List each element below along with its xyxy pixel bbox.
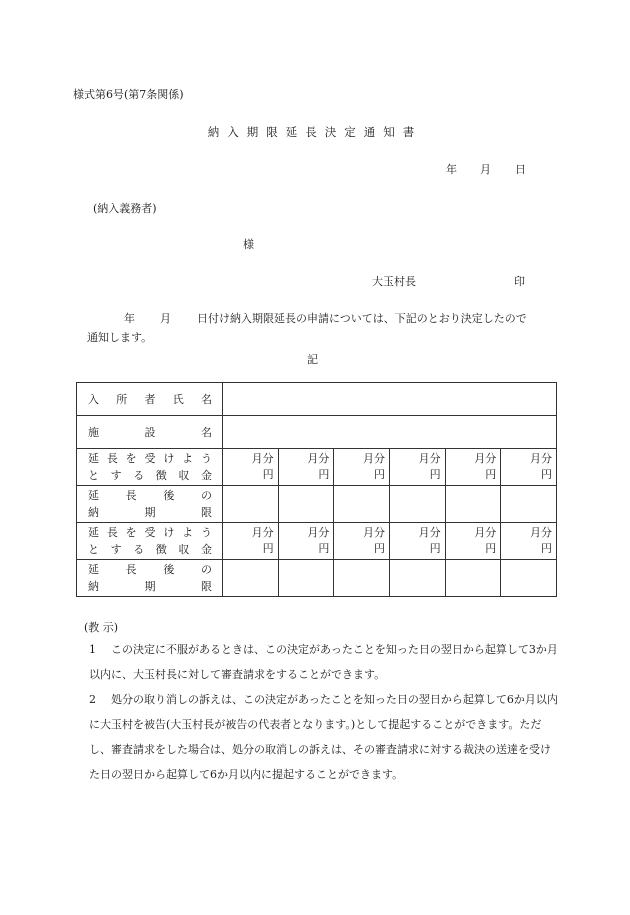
deadline-cell[interactable] [389,486,445,523]
label-char: る [133,543,145,556]
amount-cell[interactable] [501,449,557,486]
amount-cell[interactable] [278,449,334,486]
issuer-name: 大玉村長 [372,275,416,288]
amount-cell[interactable] [223,523,279,560]
label-char: 金 [200,469,212,482]
label-char: す [110,543,122,556]
note-number: 1 [89,643,96,656]
value-cell[interactable] [223,383,557,416]
yen-unit: 円 [262,468,274,481]
label-line [77,524,222,541]
yen-unit: 円 [262,542,274,555]
label-line [77,391,222,408]
label-char: を [125,526,137,539]
label-char: 延 [88,563,99,576]
label-line [77,504,222,521]
label-line [77,424,222,441]
label-line [77,578,222,595]
amount-cell[interactable] [501,523,557,560]
label-char: 氏 [172,392,184,406]
table-row [77,449,557,486]
label-char: よ [182,526,194,539]
date-year: 年 [446,163,457,176]
label-char: 限 [201,506,212,519]
amount-cell[interactable] [223,449,279,486]
month-portion: 月分 [418,452,441,465]
label-char: 徴 [155,469,167,482]
label-char: 期 [144,580,156,593]
label-char: る [133,469,145,482]
deadline-cell[interactable] [445,486,501,523]
month-portion: 月分 [251,526,274,539]
deadline-cell[interactable] [501,560,557,597]
label-char: と [88,543,99,556]
row-label [77,416,223,449]
deadline-cell[interactable] [278,560,334,597]
label-char: 期 [144,506,156,519]
label-char: 収 [178,469,190,482]
label-char: 延 [88,526,99,539]
month-portion: 月分 [474,452,497,465]
table-row [77,416,557,449]
yen-unit: 円 [318,468,330,481]
label-char: 延 [88,452,99,465]
row-label [77,383,223,416]
month-portion: 月分 [307,452,330,465]
honorific: 様 [243,238,254,251]
label-char: 延 [88,489,99,502]
label-line [77,541,222,558]
document-title: 納入期限延長決定通知書 [207,125,423,139]
amount-cell[interactable] [278,523,334,560]
label-line [77,450,222,467]
month-portion: 月分 [530,452,552,465]
yen-unit: 円 [429,468,441,481]
label-char: う [200,526,212,539]
label-char: 所 [116,392,128,406]
label-char: 受 [144,452,156,465]
yen-unit: 円 [373,468,385,481]
label-char: の [200,563,212,576]
body-month: 月 [160,312,171,325]
month-portion: 月分 [418,526,441,539]
value-cell[interactable] [223,416,557,449]
amount-cell[interactable] [334,449,390,486]
yen-unit: 円 [485,468,497,481]
amount-cell[interactable] [334,523,390,560]
deadline-cell[interactable] [334,486,390,523]
deadline-cell[interactable] [278,486,334,523]
label-char: 金 [200,543,212,556]
label-char: う [200,452,212,465]
yen-unit: 円 [541,468,552,481]
label-char: け [163,452,175,465]
yen-unit: 円 [541,542,552,555]
yen-unit: 円 [318,542,330,555]
seal-mark: 印 [514,275,525,288]
body-text: 日付け納入期限延長の申請については、下記のとおり決定したので [197,312,527,325]
note-text: 処分の取り消しの訴えは、この決定があったことを知った日の翌日から起算して6か月以内に大玉村を被告(大玉村長が被告の代表者となります。)として提起することができます。ただし、審査請求をした場合は、処分の取消しの訴えは、その審査請求に対する裁決の送達を受けた日の翌日から起算して6か月以内に提起することができます。 [89,693,558,781]
note-2 [89,687,559,787]
month-portion: 月分 [362,452,385,465]
row-label [77,449,223,486]
month-portion: 月分 [474,526,497,539]
label-char: 名 [201,392,212,406]
deadline-cell[interactable] [389,560,445,597]
label-char: 長 [106,526,118,539]
form-reference: 様式第6号(第7条関係) [73,88,184,101]
deadline-cell[interactable] [334,560,390,597]
amount-cell[interactable] [445,449,501,486]
label-line [77,561,222,578]
amount-cell[interactable] [389,523,445,560]
row-label [77,523,223,560]
label-char: 後 [163,563,175,576]
label-char: す [110,469,122,482]
date-month: 月 [480,163,491,176]
amount-cell[interactable] [389,449,445,486]
label-char: 者 [144,392,156,406]
month-portion: 月分 [362,526,385,539]
row-label [77,486,223,523]
month-portion: 月分 [530,526,552,539]
table-row [77,383,557,416]
label-char: 長 [125,489,137,502]
month-portion: 月分 [251,452,274,465]
body-year: 年 [124,312,135,325]
label-char: 名 [201,425,212,439]
label-char: 徴 [155,543,167,556]
note-text: この決定に不服があるときは、この決定があったことを知った日の翌日から起算して3か月以内に、大玉村長に対して審査請求をすることができます。 [89,643,558,681]
label-char: 施 [88,425,99,439]
yen-unit: 円 [485,542,497,555]
row-label [77,560,223,597]
table-row [77,560,557,597]
label-char: 納 [88,580,99,593]
label-char: と [88,469,99,482]
notes-heading: (教 示) [84,621,119,634]
label-line [77,467,222,484]
label-char: 納 [88,506,99,519]
date-day: 日 [515,163,526,176]
label-char: 長 [106,452,118,465]
label-char: 後 [163,489,175,502]
label-char: 入 [88,392,99,406]
note-number: 2 [89,693,96,706]
label-char: 収 [178,543,190,556]
label-line [77,487,222,504]
yen-unit: 円 [429,542,441,555]
yen-unit: 円 [373,542,385,555]
recipient-label: (納入義務者) [93,202,157,215]
month-portion: 月分 [307,526,330,539]
extension-table [76,382,557,597]
note-1 [89,637,559,687]
ki-heading: 記 [307,353,318,366]
deadline-cell[interactable] [445,560,501,597]
deadline-cell[interactable] [501,486,557,523]
label-char: の [200,489,212,502]
label-char: 設 [144,425,156,439]
label-char: け [163,526,175,539]
deadline-cell[interactable] [223,560,279,597]
label-char: 受 [144,526,156,539]
amount-cell[interactable] [445,523,501,560]
label-char: よ [182,452,194,465]
label-char: 限 [201,580,212,593]
body-text-line2: 通知します。 [87,331,153,344]
table-row [77,486,557,523]
table-row [77,523,557,560]
deadline-cell[interactable] [223,486,279,523]
label-char: 長 [125,563,137,576]
label-char: を [125,452,137,465]
